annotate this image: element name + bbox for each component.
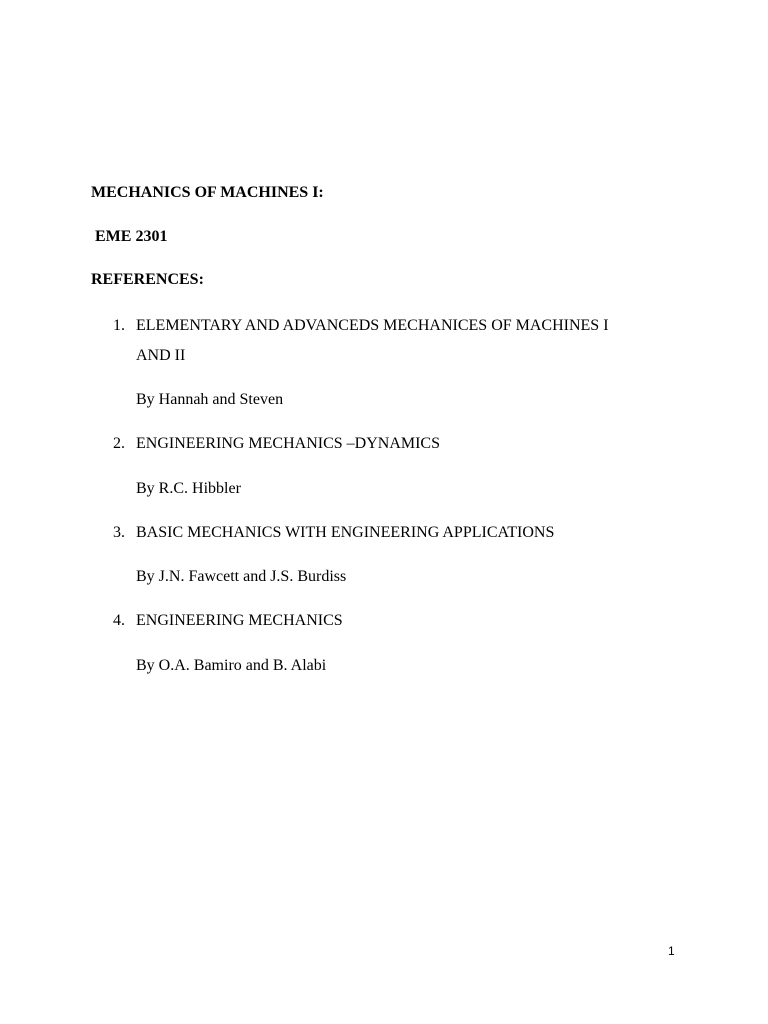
- reference-author: By O.A. Bamiro and B. Alabi: [136, 657, 327, 674]
- reference-title: ELEMENTARY AND ADVANCEDS MECHANICES OF MACHINES I: [136, 317, 609, 334]
- reference-title: ENGINEERING MECHANICS: [136, 612, 343, 629]
- course-code: EME 2301: [95, 228, 168, 245]
- document-heading: MECHANICS OF MACHINES I:: [91, 184, 324, 201]
- reference-title: ENGINEERING MECHANICS –DYNAMICS: [136, 435, 440, 452]
- page-number: 1: [668, 944, 675, 958]
- reference-number: 1.: [113, 317, 125, 334]
- reference-number: 4.: [113, 612, 125, 629]
- reference-author: By Hannah and Steven: [136, 391, 284, 408]
- reference-title: BASIC MECHANICS WITH ENGINEERING APPLICATIONS: [136, 524, 555, 541]
- reference-number: 3.: [113, 524, 125, 541]
- reference-number: 2.: [113, 435, 125, 452]
- reference-title-continued: AND II: [136, 347, 186, 364]
- reference-author: By R.C. Hibbler: [136, 480, 241, 497]
- reference-author: By J.N. Fawcett and J.S. Burdiss: [136, 568, 347, 585]
- references-heading: REFERENCES:: [91, 271, 204, 288]
